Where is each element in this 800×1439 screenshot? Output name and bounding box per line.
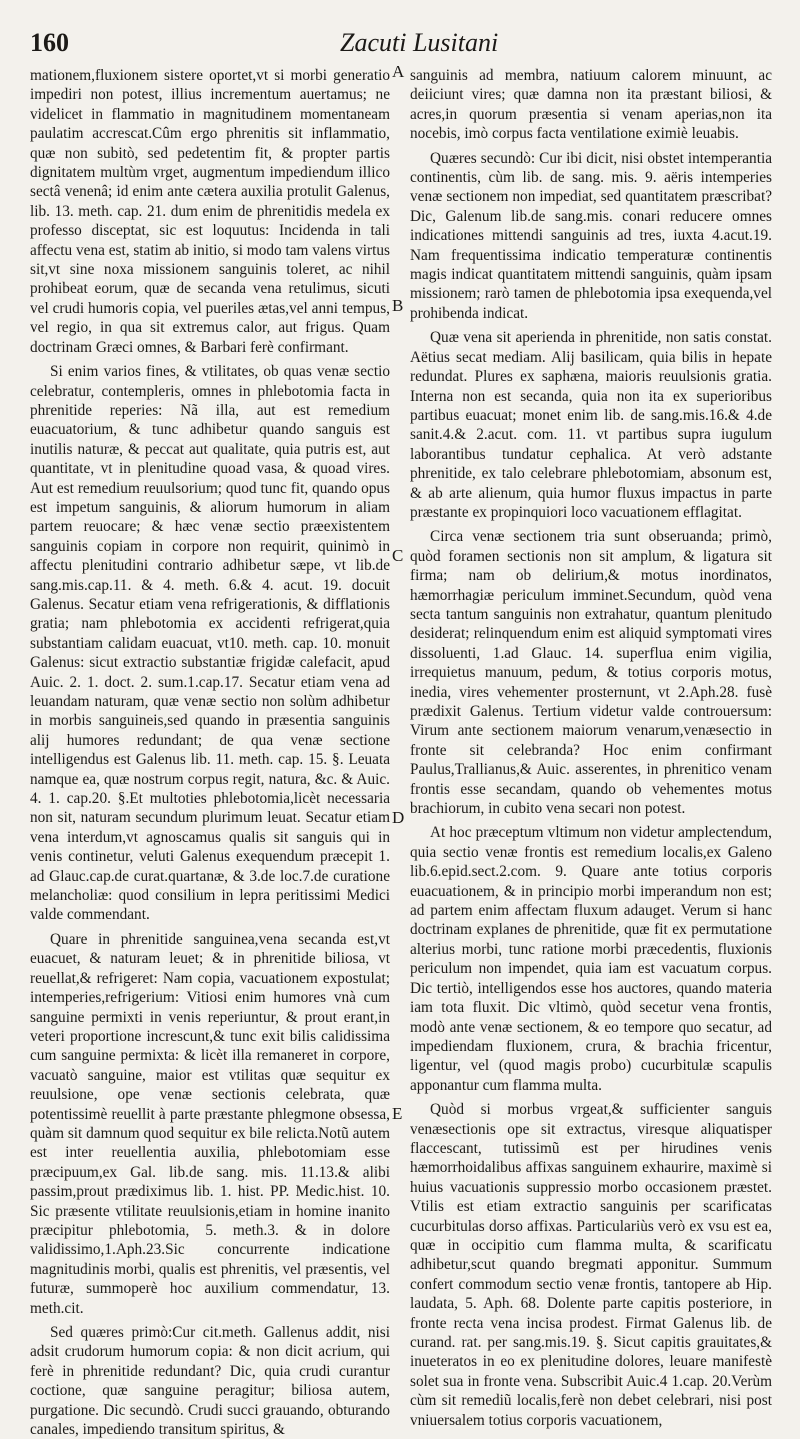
paragraph: Quæres secundò: Cur ibi dicit, nisi obstet intemperantia continentis, cùm lib. de sang. mis. 9. aëris intemperies venæ sectionem non impediat, sed quantitatem præscribat? Dic, Galenum lib.de sang.mis. conari reducere omnes indicationes mittendi sanguinis ad tres, iuxta 4.acut.19. Nam frequentissima indicatio temperaturæ continentis magis indicat quantitatem mittendi sanguinis, quàm ipsam missionem; rarò tamen de phlebotomia ipsa exequenda,vel prohibenda indicat. (410, 149, 772, 322)
margin-letter-d: D (392, 808, 405, 827)
paragraph: At hoc præceptum vltimum non videtur amplectendum, quia sectio venæ frontis est remedium localis,ex Galeno lib.6.epid.sect.2.com. 9. Quare ante totius corporis euacuationem, & in principio morbi imperandum non est; ad partem enim affectam fluxum adauget. Verum si hanc doctrinam explanes de phrenitide, quæ fit ex permutatione alterius morbi, tunc ratione morbi præcedentis, fluxionis periculum non impendet, quia iam est vacuatum corpus. Dic tertiò, intelligendos esse hos auctores, quando materia iam tota fluxit. Dic vltimò, quòd secetur vena frontis, modò ante venæ sectionem, & eo tempore quo secatur, ad impediendam fluxionem, crura, & brachia fricentur, ligentur, vel (quod magis probo) cucurbitulæ scapulis apponantur cum flamma multa. (410, 824, 772, 1094)
margin-letter-b: B (392, 296, 404, 315)
left-column (30, 66, 390, 1439)
paragraph: Si enim varios fines, & vtilitates, ob quas venæ sectio celebratur, contempleris, omnes in phlebotomia facta in phrenitide reperies: Nã illa, aut est remedium euacuatorium, & tunc adhibetur quando sanguis est inutilis naturæ, & peccat aut qualitate, quia putris est, aut quantitate, vt in plenitudine quoad vasa, & quoad vires. Aut est remedium reuulsorium; quod tunc fit, quando opus est impetum sanguinis, & aliorum humorum in aliam partem reuocare; & hæc venæ sectio præexistentem sanguinis copiam in corpore non requirit, quinimò in affectu plenitudini contrario adhibetur sæpe, vt lib.de sang.mis.cap.11. & 4. meth. 6.& 4. acut. 19. docuit Galenus. Secatur etiam vena refrigerationis, & difflationis gratia; nam phlebotomia ex accidenti refrigerat,quia substantiam calidam euacuat, vt10. meth. cap. 10. monuit Galenus: sicut extractio substantiæ frigidæ calefacit, apud Auic. 2. 1. doct. 2. sum.1.cap.17. Secatur etiam vena ad leuandam naturam, quæ venæ sectio non solùm adhibetur in morbis sanguineis,sed quando in præsentia sanguinis alij humores redundant; de qua venæ sectione intelligendus est Galenus lib. 11. meth. cap. 15. §. Leuata namque ea, quæ nostrum corpus regit, natura, &c. & Auic. 4. 1. cap.20. §.Et multoties phlebotomia,licèt necessaria non sit, naturam secundum plurimum leuat. Secatur etiam vena interdum,vt agnoscamus qualis sit sanguis qui in venis continetur, veluti Galenus exequendum præcepit 1. ad Glauc.cap.de curat.quartanæ, & 3.de loc.7.de curatione melancholiæ: quod consilium in lepra peritissimi Medici valde commendant. (30, 363, 390, 924)
page-header (30, 28, 780, 64)
paragraph: mationem,fluxionem sistere oportet,vt si morbi generatio impediri non potest, illius incrementum auertamus; ne videlicet in flammatio in magnitudinem momentaneam paulatim accrescat.Cûm ergo phrenitis sit inflammatio, quæ non subitò, sed pedetentim fit, & propter partis dignitatem multùm vrget, augmentum impediendum illico sectâ venenâ; id enim ante cætera auxilia protulit Galenus, lib. 13. meth. cap. 21. dum enim de phrenitidis medela ex professo disceptat, sic est loquutus: Incidenda in tali affectu vena est, statim ab initio, si modo tam valens virtus sit,vt sine noxa missionem sanguinis toleret, ac nihil prohibeat eorum, quæ de secanda vena retulimus, sicuti vel crudi humoris copia, vel pueriles ætas,vel anni tempus, vel regio, in qua sit extremus calor, aut frigus. Quam doctrinam Græci omnes, & Barbari ferè confirmant. (30, 67, 390, 356)
paragraph: Quare in phrenitide sanguinea,vena secanda est,vt euacuet, & naturam leuet; & in phrenitide biliosa, vt reuellat,& refrigeret: Nam copia, vacuationem expostulat; intemperies,refrigerium: Vitiosi enim humores vnà cum sanguine permixti in venis reperiuntur, & prout erant,in veteri proportione increscunt,& tunc exit bilis calidissima cum sanguine permixta: & licèt illa remaneret in corpore, vacuatò sanguine, maior est vtilitas quæ sequitur ex reuulsione, ope venæ sectionis celebrata, quæ potentissimè reuellit à parte præstante phlegmone obsessa, quàm sit damnum quod sequitur ex bile relicta.Notũ autem est inter reuellentia auxilia, phlebotomiam esse præcipuum,ex Gal. lib.de sang. mis. 11.13.& alibi passim,prout prædiximus lib. 1. hist. PP. Medic.hist. 10. Sic præsente vtilitate reuulsionis,etiam in homine inanito præcipitur phlebotomia, 5. meth.3. & in dolore validissimo,1.Aph.23.Sic concurrente indicatione magnitudinis morbi, qualis est phrenitis, vel præsentis, vel futuræ, summoperè hoc auxilium commendatur, 13. meth.cit. (30, 930, 390, 1317)
right-column (410, 66, 772, 1429)
paragraph: Sed quæres primò:Cur cit.meth. Gallenus addit, nisi adsit crudorum humorum copia: & non dicit acrium, qui ferè in phrenitide redundant? Dic, quia crudi curantur coctione, quæ sanguine peragitur; biliosa autem, purgatione. Dic secundò. Crudi succi grauando, obturando canales, impediendo transitum spiritus, & (30, 1324, 390, 1439)
margin-letter-c: C (392, 546, 404, 565)
paragraph: Quòd si morbus vrgeat,& sufficienter sanguis venæsectionis ope sit extractus, viresque aliquatisper flaccescant, tutissimũ est per hirudines venis hæmorrhoidalibus affixas sanguinem exhaurire, maximè si huius vacuationis suppressio morbo occasionem præstet. Vtilis est etiam extractio sanguinis per scarificatas cucurbitulas dorso affixas. Particulariùs verò ex vsu est ea, quæ in occipitio cum flamma multa, & scarificatu adhibetur,scut quando bregmati apponitur. Summum confert commodum sectio venæ frontis, tantopere ab Hip. laudata, 5. Aph. 68. Dolente parte capitis posteriore, in fronte recta vena incisa prodest. Firmat Galenus lib. de curand. rat. per sang.mis.19. §. Sicut capitis grauitates,& inueteratos in eo ex plenitudine dolores, leuare manifestè solet sua in fronte vena. Subscribit Auic.4 1.cap. 20.Verùm cùm sit remediũ localis,ferè non debet celebrari, nisi post vniuersalem totius corporis vacuationem, (410, 1101, 772, 1429)
margin-letter-e: E (392, 1104, 403, 1123)
paragraph: sanguinis ad membra, natiuum calorem minuunt, ac deiiciunt vires; quæ damna non ita præstant biliosi, & acres,in quorum præsentia si venam aperias,non ita nocebis, imò corpus facta ventilatione eximiè leuabis. (410, 67, 772, 143)
paragraph: Quæ vena sit aperienda in phrenitide, non satis constat. Aëtius secat mediam. Alij basilicam, quia bilis in hepate redundat. Plures ex saphæna, maioris reuulsionis gratia. Interna non est secanda, quia non ita ex superioribus partibus euacuat; monet enim lib. de sang.mis.16.& 4.de sanit.4.& 2.acut. com. 11. vt partibus supra iugulum laborantibus tundatur cephalica. At verò adstante phrenitide, ex talo celebrare phlebotomiam, absonum est, & ab arte alienum, quia humor fluxus impactus in parte præstante ex propinquiori loco vacuationem efflagitat. (410, 329, 772, 521)
margin-letter-a: A (392, 62, 405, 81)
page-number: 160 (30, 28, 69, 57)
running-title: Zacuti Lusitani (340, 28, 499, 57)
paragraph: Circa venæ sectionem tria sunt obseruanda; primò, quòd foramen sectionis non sit amplum, & ligatura sit firma; nam ob delirium,& motus inordinatos, hæmorrhagiæ periculum imminet.Secundum, quòd vena secta tantum sanguinis non extrahatur, quantum plenitudo desiderat; relinquendum enim est aliquid symptomati vires dissoluenti, 1.ad Glauc. 14. superflua enim vigilia, irrequietus manuum, pedum, & totius corporis motus, inedia, vires vehementer prosternunt, vt 2.Aph.28. fusè prædixit Galenus. Tertium videtur valde controuersum: Virum ante sectionem maiorum venarum,venæsectio in fronte sit celebranda? Hoc enim confirmant Paulus,Trallianus,& Auic. asserentes, in phrenitico venam frontis esse secandam, quando ob vehementes motus brachiorum, in cubito vena secari non potest. (410, 528, 772, 818)
